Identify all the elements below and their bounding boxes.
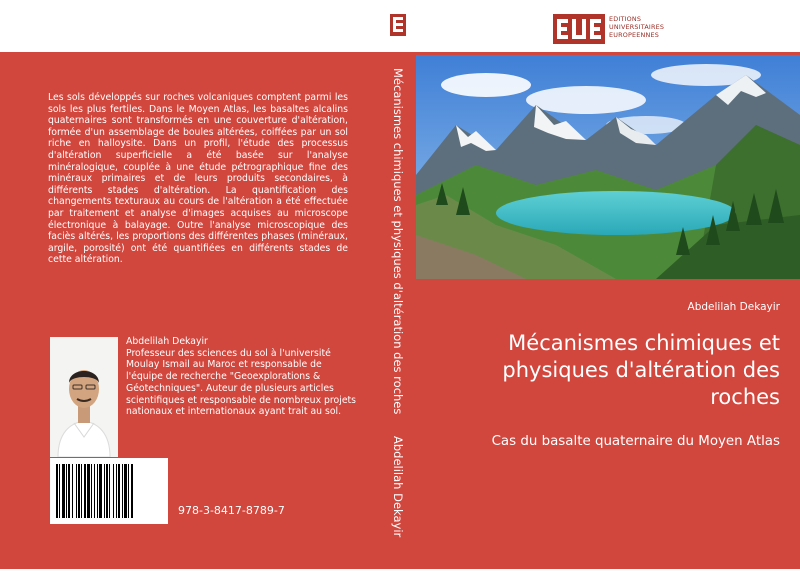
publisher-logo-icon [553,14,605,44]
back-cover-blurb: Les sols développés sur roches volcaniques comptent parmi les sols les plus fertiles. Dans le Moyen Atlas, les basaltes alcalins quaternaires sont transformés en une couverture d'altération, formée d'un assemblage de boules altérées, coiffées par un sol riche en halloysite. Dans un profil, l'étude des processus d'altération superficielle a été basée sur l'analyse minéralogique, couplée à une étude pétrographique fine des minéraux primaires et de leurs produits secondaires, à différents stades d'altération. La quantification des changements texturaux au cours de l'altération a été effectuée par traitement et analyse d'images acquises au microscope électronique à balayage. Outre l'analyse microscopique des faciès altérés, les proportions des différentes phases (minéraux, argile, porosité) ont été quantifiées en différents stades de cette altération. [48,92,348,266]
spine [380,52,416,569]
publisher-line-3: EUROPEENNES [609,31,659,40]
front-author: Abdelilah Dekayir [687,301,780,313]
bottom-margin [0,569,800,573]
book-subtitle: Cas du basalte quaternaire du Moyen Atlas [491,434,780,449]
publisher-logo-spine-icon [390,14,406,36]
barcode-icon [56,464,162,518]
isbn: 978-3-8417-8789-7 [178,504,285,517]
publisher-line-2: UNIVERSITAIRES [609,23,665,32]
spine-title: Mécanismes chimiques et physiques d'altération des roches [391,68,405,415]
cover-photo-mountain-lake [416,55,800,279]
spine-author: Abdelilah Dekayir [391,436,405,538]
author-photo [50,337,118,457]
author-portrait-icon [50,337,118,457]
author-description: Professeur des sciences du sol à l'université Moulay Ismail au Maroc et responsable de l'équipe de recherche "Geoexplorations & Géotechniques". Auteur de plusieurs articles scientifiques et responsable de nombreux projets nationaux et internationaux ayant trait au sol. [126,347,357,418]
publisher-name [609,15,664,40]
author-name: Abdelilah Dekayir [126,336,208,347]
book-title: Mécanismes chimiques et physiques d'altération des roches [502,331,780,409]
barcode [50,458,168,524]
mountain-lake-image-icon [416,55,800,279]
publisher-line-1: EDITIONS [609,15,642,23]
back-cover [0,52,380,569]
author-bio [126,336,361,418]
